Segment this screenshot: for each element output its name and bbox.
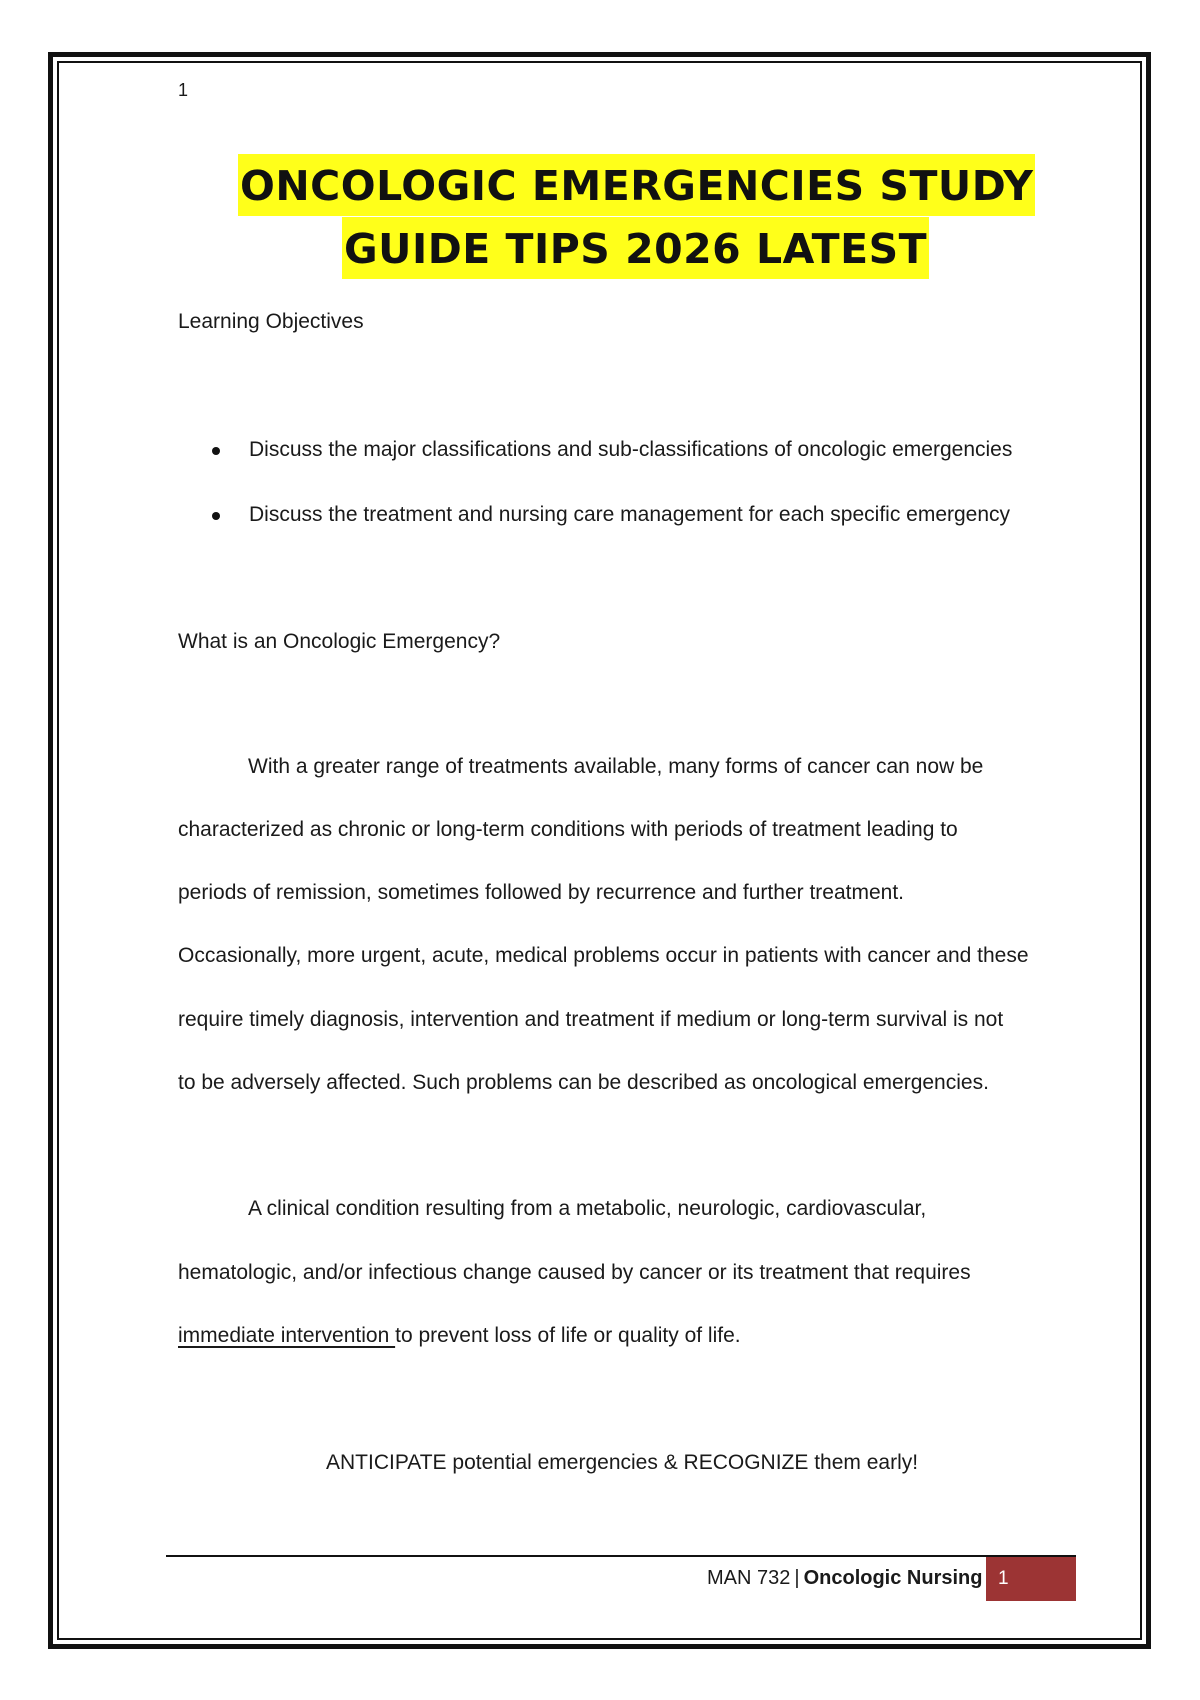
- callout-text: ANTICIPATE potential emergencies & RECOGNIZE them early!: [326, 1451, 919, 1474]
- learning-objectives-heading: Learning Objectives: [178, 310, 364, 333]
- bullet-icon: [212, 447, 220, 455]
- paragraph-1-line: periods of remission, sometimes followed by recurrence and further treatment.: [178, 881, 904, 904]
- title-line-1: ONCOLOGIC EMERGENCIES STUDY: [238, 154, 1035, 216]
- footer-course-name: Oncologic Nursing: [803, 1567, 983, 1589]
- section-heading-what-is: What is an Oncologic Emergency?: [178, 630, 501, 653]
- list-item-text: Discuss the major classifications and sub-classifications of oncologic emergencies: [249, 438, 1013, 461]
- paragraph-2-line: hematologic, and/or infectious change caused by cancer or its treatment that requires: [178, 1261, 971, 1284]
- underlined-phrase: immediate intervention: [178, 1324, 396, 1347]
- footer-separator: |: [794, 1567, 800, 1589]
- header-page-number: 1: [178, 80, 189, 100]
- list-item-text: Discuss the treatment and nursing care management for each specific emergency: [249, 503, 1011, 526]
- footer-course-code: MAN 732: [707, 1567, 791, 1589]
- title-line-2: GUIDE TIPS 2026 LATEST: [342, 217, 929, 279]
- bullet-icon: [212, 512, 220, 520]
- paragraph-1-line: to be adversely affected. Such problems can be described as oncological emergencies.: [178, 1071, 989, 1094]
- paragraph-2-line: A clinical condition resulting from a metabolic, neurologic, cardiovascular,: [248, 1197, 927, 1220]
- paragraph-2-line: [178, 1324, 741, 1348]
- paragraph-2-line-rest: to prevent loss of life or quality of life.: [395, 1324, 741, 1347]
- footer-page-number-badge: 1: [986, 1557, 1076, 1601]
- paragraph-1-line: characterized as chronic or long-term conditions with periods of treatment leading to: [178, 818, 958, 841]
- page-inner-border: [57, 61, 1142, 1640]
- paragraph-1-line: require timely diagnosis, intervention and treatment if medium or long-term survival is not: [178, 1008, 1004, 1031]
- footer-divider: [166, 1555, 1076, 1557]
- paragraph-1-line: Occasionally, more urgent, acute, medical problems occur in patients with cancer and these: [178, 944, 1029, 967]
- footer-course-label: [707, 1567, 982, 1590]
- paragraph-1-line: With a greater range of treatments available, many forms of cancer can now be: [248, 755, 984, 778]
